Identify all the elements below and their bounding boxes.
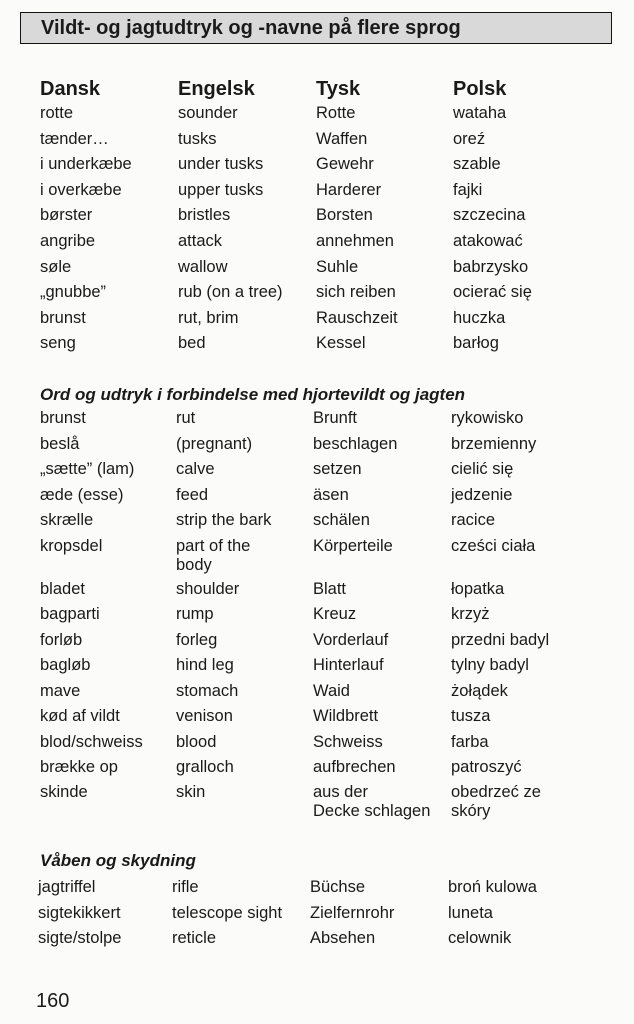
page-title-banner: Vildt- og jagtudtryk og -navne på flere sprog [20,12,612,44]
table-cell: søle [40,257,72,276]
table-cell: Waffen [316,129,368,148]
table-cell: sounder [178,104,238,122]
table-cell: rykowisko [451,409,524,427]
table-cell: ocierać się [453,283,532,302]
table-cell: żołądek [451,682,508,700]
table-cell: bed [178,334,206,353]
table-cell: krzyż [451,605,490,623]
table-cell: blood [176,733,217,751]
table-cell: hind leg [176,656,234,674]
section-title-deer: Ord og udtryk i forbindelse med hjortevildt og jagten [40,385,466,404]
table-cell: wallow [178,257,228,276]
table-cell: strip the bark [176,511,272,529]
table-cell: skin [176,783,206,801]
table-cell: rub (on a tree) [178,283,283,302]
table-cell: babrzysko [453,257,529,276]
table-cell: sich reiben [316,283,396,302]
table-cell: rut [176,409,196,427]
table-cell: jedzenie [451,486,513,504]
table-cell: brzemienny [451,435,537,453]
table-cell: sigte/stolpe [38,929,122,947]
table-cell: shoulder [176,580,240,598]
table-cell: Vorderlauf [313,631,389,649]
table-cell: brunst [40,308,86,327]
table-cell: i underkæbe [40,155,132,174]
table-cell: reticle [172,929,217,947]
table-cell: kød af vildt [40,707,120,725]
table-cell: tusks [178,129,217,148]
table-cell: rut, brim [178,308,239,327]
table-cell: celownik [448,929,512,947]
table-cell: „sætte” (lam) [40,460,135,478]
table-cell: Borsten [316,206,373,225]
table-cell: Suhle [316,257,359,276]
table-cell: bladet [40,580,85,598]
table-cell: łopatka [451,580,505,598]
table-cell: i overkæbe [40,180,122,199]
table-cell: aus der Decke schlagen [313,783,431,820]
table-cell: luneta [448,904,493,922]
table-cell: szczecina [453,206,526,225]
section-title-weapons: Våben og skydning [40,851,196,870]
table-cell: farba [451,733,489,751]
table-cell: venison [176,707,233,725]
table-cell: Waid [313,682,350,700]
table-cell: sigtekikkert [38,904,121,922]
table-cell: brunst [40,409,86,427]
table-cell: rump [176,605,214,623]
header-tysk: Tysk [316,78,361,100]
table-cell: fajki [453,180,483,199]
table-cell: Kessel [316,334,366,353]
table-cell: Harderer [316,180,382,199]
table-cell: mave [40,682,81,700]
table-cell: brække op [40,758,118,776]
table-cell: børster [40,206,93,225]
table-cell: attack [178,232,223,250]
table-cell: tylny badyl [451,656,529,674]
table-cell: Blatt [313,580,347,598]
table-cell: seng [40,334,76,353]
table-cell: oreź [453,129,486,148]
table-cell: gralloch [176,758,234,776]
table-cell: feed [176,486,209,504]
table-cell: barłog [453,334,499,353]
table-cell: stomach [176,682,239,700]
table-cell: kropsdel [40,537,103,555]
table-cell: telescope sight [172,904,283,922]
table-cell: beslå [40,435,80,453]
header-engelsk: Engelsk [178,78,255,100]
header-dansk: Dansk [40,78,101,100]
table-cell: æde (esse) [40,486,124,504]
header-polsk: Polsk [453,78,507,100]
table-cell: wataha [453,104,507,122]
table-cell: annehmen [316,232,394,250]
table-cell: forløb [40,631,83,649]
table-cell: tænder… [40,129,109,148]
table-cell: schälen [313,511,370,529]
table-cell: tusza [451,707,491,725]
table-cell: bagløb [40,656,91,674]
table-cell: blod/schweiss [40,733,143,751]
table-cell: Absehen [310,929,376,947]
table-cell: part of the body [176,537,251,574]
table-cell: broń kulowa [448,878,537,896]
table-cell: Gewehr [316,155,374,174]
table-cell: Schweiss [313,733,383,751]
table-cell: Rauschzeit [316,308,398,327]
table-cell: upper tusks [178,180,264,199]
table-cell: skinde [40,783,88,801]
table-cell: rotte [40,104,74,122]
table-cell: angribe [40,232,96,250]
table-cell: under tusks [178,155,264,174]
table-cell: jagtriffel [38,878,96,896]
table-cell: przedni badyl [451,631,550,649]
table-cell: calve [176,460,215,478]
table-cell: obedrzeć ze skóry [451,783,541,820]
table-cell: Kreuz [313,605,357,623]
page-number: 160 [36,990,70,1012]
table-cell: Wildbrett [313,707,379,725]
table-cell: Büchse [310,878,366,896]
table-cell: Brunft [313,409,358,427]
table-cell: szable [453,155,501,174]
table-cell: rifle [172,878,199,896]
table-cell: (pregnant) [176,435,253,453]
table-cell: cielić się [451,460,514,478]
table-cell: „gnubbe” [40,283,107,302]
table-cell: patroszyć [451,758,522,776]
table-cell: huczka [453,308,506,327]
table-cell: Körperteile [313,537,393,555]
table-cell: racice [451,511,496,529]
table-cell: skrælle [40,511,94,529]
table-cell: bagparti [40,605,100,623]
table-cell: cześci ciała [451,537,536,555]
table-cell: Hinterlauf [313,656,384,674]
table-cell: atakować [453,232,523,250]
table-cell: aufbrechen [313,758,396,776]
table-cell: bristles [178,206,231,225]
table-cell: äsen [313,486,349,504]
table-cell: Rotte [316,104,356,122]
table-cell: forleg [176,631,218,649]
table-cell: beschlagen [313,435,398,453]
table-cell: setzen [313,460,362,478]
table-cell: Zielfernrohr [310,904,395,922]
